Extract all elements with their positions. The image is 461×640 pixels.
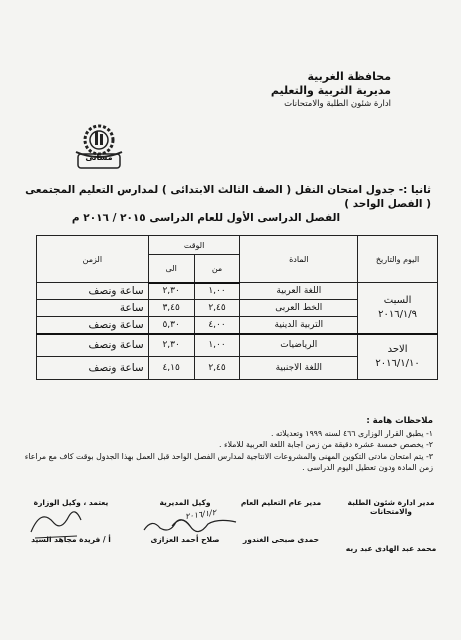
table-row bbox=[37, 334, 438, 357]
duration-cell: ساعة ونصف bbox=[37, 357, 149, 380]
to-cell: ٢,٣٠ bbox=[148, 334, 194, 357]
signature-role: مدير عام التعليم العام bbox=[240, 498, 322, 507]
duration-cell: ساعة bbox=[37, 300, 149, 317]
signature-block bbox=[341, 498, 441, 553]
to-cell: ٥,٣٠ bbox=[148, 317, 194, 334]
note-item: ١- يطبق القرار الوزارى ٤٦٦ لسنه ١٩٩٩ وتعديلاته . bbox=[270, 428, 433, 438]
signature-name: صلاح أحمد العزازى bbox=[150, 535, 220, 544]
table-row bbox=[37, 283, 438, 300]
duration-cell: ساعة ونصف bbox=[37, 317, 149, 334]
to-cell: ٢,٣٠ bbox=[148, 283, 194, 300]
header-time: الوقت bbox=[148, 236, 240, 255]
header-to: الى bbox=[148, 255, 194, 283]
logo-caption: مسانى bbox=[85, 153, 113, 162]
department-label: ادارة شئون الطلبة والامتحانات bbox=[284, 99, 391, 109]
subject-cell: الخط العربى bbox=[240, 300, 358, 317]
handwritten-date: ٢٠١٦/١/٢ bbox=[184, 507, 217, 522]
title-line-1: ثانيا :- جدول امتحان النقل ( الصف الثالث الابتدائى ) لمدارس التعليم المجتمعى ( الفصل الواحد ) bbox=[25, 184, 431, 210]
day-name: الاحد bbox=[387, 343, 408, 355]
from-cell: ١,٠٠ bbox=[194, 283, 240, 300]
note-item: ٣- يتم امتحان مادتى التكوين المهنى والمشروعات الانتاجية لمدارس الفصل الواحد قبل العمل بهذا الجدول بوقت كاف مع مراعاء زمن المادة ودون تعطيل اليوم الدراسى . bbox=[24, 451, 433, 472]
to-cell: ٤,١٥ bbox=[148, 357, 194, 380]
governorate-label: محافظة الغربية bbox=[307, 70, 391, 83]
from-cell: ٢,٤٥ bbox=[194, 300, 240, 317]
note-item: ٢- يخصص خمسة عشرة دقيقة من زمن اجابة اللغة العربية للاملاء . bbox=[218, 440, 433, 449]
from-cell: ٤,٠٠ bbox=[194, 317, 240, 334]
subject-cell: اللغة الاجنبية bbox=[240, 357, 358, 380]
signature-role: يعتمد ، وكيل الوزارة bbox=[33, 498, 109, 507]
letterhead bbox=[271, 70, 391, 110]
signature-scribble bbox=[25, 502, 85, 542]
from-cell: ١,٠٠ bbox=[194, 334, 240, 357]
signature-scribble bbox=[142, 514, 192, 536]
document-title bbox=[21, 183, 431, 225]
header-day-date: اليوم والتاريخ bbox=[358, 236, 438, 283]
from-cell: ٢,٤٥ bbox=[194, 357, 240, 380]
to-cell: ٣,٤٥ bbox=[148, 300, 194, 317]
table-header-row bbox=[37, 236, 438, 255]
signature-name: محمد عبد الهادى عبد ربه bbox=[345, 544, 437, 553]
header-duration: الزمن bbox=[37, 236, 149, 283]
signature-name: أ / فريدة مجاهد السيد bbox=[31, 535, 111, 544]
subject-cell: اللغة العربية bbox=[240, 283, 358, 300]
day-date: ٢٠١٦/١/٩ bbox=[378, 308, 418, 320]
subject-cell: الرياضيات bbox=[240, 334, 358, 357]
signature-name: حمدى صبحى الغندور bbox=[242, 535, 320, 544]
title-line-2: الفصل الدراسى الأول للعام الدراسى ٢٠١٥ / ٢٠١٦ م bbox=[71, 212, 341, 224]
notes-section bbox=[23, 416, 433, 474]
exam-schedule-table bbox=[36, 235, 438, 380]
directorate-label: مديرية التربية والتعليم bbox=[270, 84, 391, 97]
gear-factory-emblem-icon bbox=[64, 118, 134, 174]
header-from: من bbox=[194, 255, 240, 283]
day-name: السبت bbox=[383, 294, 412, 306]
notes-title: ملاحظات هامة : bbox=[366, 416, 433, 426]
signature-role: مدير ادارة شئون الطلبة والامتحانات bbox=[347, 498, 435, 516]
day-date: ٢٠١٦/١/١٠ bbox=[375, 357, 420, 369]
day-cell bbox=[358, 283, 438, 334]
signature-block bbox=[233, 498, 329, 544]
duration-cell: ساعة ونصف bbox=[37, 334, 149, 357]
day-cell bbox=[358, 334, 438, 380]
header-subject: المادة bbox=[240, 236, 358, 283]
subject-cell: التربية الدينية bbox=[240, 317, 358, 334]
duration-cell: ساعة ونصف bbox=[37, 283, 149, 300]
signature-role: وكيل المديرية bbox=[159, 498, 211, 507]
